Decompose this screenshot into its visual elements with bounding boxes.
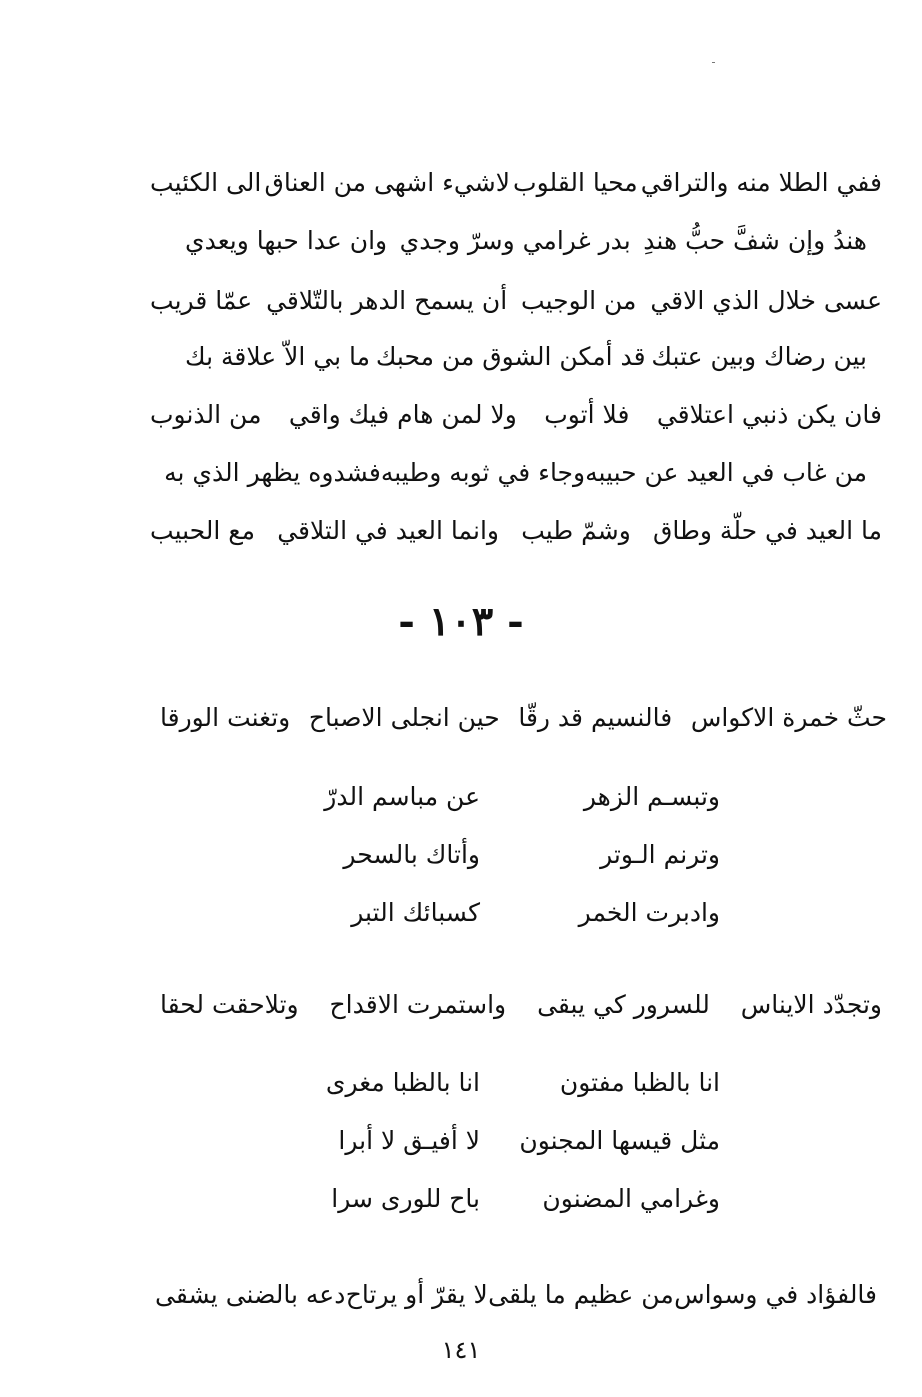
prose-line bbox=[160, 695, 887, 739]
verse-phrase: من الذنوب bbox=[150, 399, 262, 429]
stanza-right-cell: مثل قيسها المجنون bbox=[519, 1126, 720, 1155]
verse-phrase: واستمرت الاقداح bbox=[329, 989, 507, 1019]
verse-phrase: الى الكئيب bbox=[150, 167, 262, 197]
verse-phrase: ما بي الاّ علاقة بك bbox=[185, 341, 371, 371]
verse-phrase: قد أمكن الشوق من محبك bbox=[375, 341, 646, 371]
prose-line bbox=[160, 982, 882, 1026]
verse-phrase: من غاب في العيد عن حبيبه bbox=[585, 457, 867, 487]
stanza-right-cell: وتبسـم الزهر bbox=[583, 782, 720, 811]
prose-line bbox=[150, 508, 882, 552]
stanza-right-cell: انا بالظبا مفتون bbox=[559, 1068, 720, 1097]
verse-phrase: فان يكن ذنبي اعتلاقي bbox=[656, 399, 882, 429]
verse-phrase: أن يسمح الدهر بالتّلاقي bbox=[266, 285, 508, 315]
prose-line bbox=[150, 392, 882, 436]
section-number: - ١٠٣ - bbox=[398, 598, 524, 645]
stanza-left-cell: كسبائك التبر bbox=[351, 898, 480, 927]
verse-phrase: عمّا قريب bbox=[150, 285, 253, 315]
verse-phrase: وانما العيد في التلاقي bbox=[277, 515, 499, 545]
verse-phrase: وتلاحقت لحقا bbox=[160, 989, 299, 1019]
verse-phrase: عسى خلال الذي الاقي bbox=[650, 285, 882, 315]
verse-phrase: لاشيء اشهى من العناق bbox=[264, 167, 510, 197]
stanza-right-cell: وترنم الـوتر bbox=[600, 840, 720, 869]
verse-phrase: مع الحبيب bbox=[150, 515, 255, 545]
verse-phrase: للسرور كي يبقى bbox=[537, 989, 710, 1019]
prose-line bbox=[155, 1272, 877, 1316]
stanza-left-cell: وأتاك بالسحر bbox=[343, 840, 480, 869]
stanza-left-cell: عن مباسم الدرّ bbox=[324, 782, 480, 811]
verse-phrase: لا يقرّ أو يرتاح bbox=[345, 1279, 488, 1309]
stanza-left-cell: لا أفيـق لا أبرا bbox=[338, 1126, 480, 1155]
verse-phrase: محيا القلوب bbox=[513, 167, 638, 197]
verse-phrase: وان عدا حبها ويعدي bbox=[185, 225, 388, 255]
verse-phrase: وشمّ طيب bbox=[521, 515, 631, 545]
verse-phrase: من الوجيب bbox=[521, 285, 637, 315]
prose-line bbox=[185, 334, 867, 378]
verse-phrase: فشدوه يظهر الذي به bbox=[164, 457, 381, 487]
verse-phrase: وجاء في ثوبه وطيبه bbox=[380, 457, 586, 487]
stanza-right-cell: وغرامي المضنون bbox=[542, 1184, 720, 1213]
verse-phrase: بدر غرامي وسرّ وجدي bbox=[399, 225, 631, 255]
verse-phrase: وتغنت الورقا bbox=[160, 702, 291, 732]
verse-phrase: هندُ وإن شفَّ حبُّ هندِ bbox=[643, 225, 867, 255]
stanza-right-cell: وادبرت الخمر bbox=[578, 898, 720, 927]
scan-speck bbox=[712, 62, 715, 63]
stanza-left-cell: باح للورى سرا bbox=[331, 1184, 480, 1213]
page-number: ١٤١ bbox=[441, 1336, 481, 1364]
stanza-left-cell: انا بالظبا مغرى bbox=[325, 1068, 480, 1097]
prose-line bbox=[150, 160, 882, 204]
prose-line bbox=[185, 218, 867, 262]
verse-phrase: فلا أتوب bbox=[544, 399, 630, 429]
verse-phrase: ما العيد في حلّة وطاق bbox=[653, 515, 882, 545]
prose-line bbox=[150, 278, 882, 322]
verse-phrase: من عظيم ما يلقى bbox=[488, 1279, 674, 1309]
verse-phrase: وتجدّد الايناس bbox=[740, 989, 882, 1019]
verse-phrase: بين رضاك وبين عتبك bbox=[651, 341, 867, 371]
verse-phrase: فالفؤاد في وسواس bbox=[674, 1279, 877, 1309]
verse-phrase: ولا لمن هام فيك واقي bbox=[288, 399, 517, 429]
verse-phrase: دعه بالضنى يشقى bbox=[155, 1279, 346, 1309]
verse-phrase: ففي الطلا منه والتراقي bbox=[640, 167, 882, 197]
prose-line bbox=[164, 450, 867, 494]
verse-phrase: حين انجلى الاصباح bbox=[308, 702, 500, 732]
verse-phrase: حثّ خمرة الاكواس bbox=[690, 702, 887, 732]
verse-phrase: فالنسيم قد رقّا bbox=[518, 702, 673, 732]
